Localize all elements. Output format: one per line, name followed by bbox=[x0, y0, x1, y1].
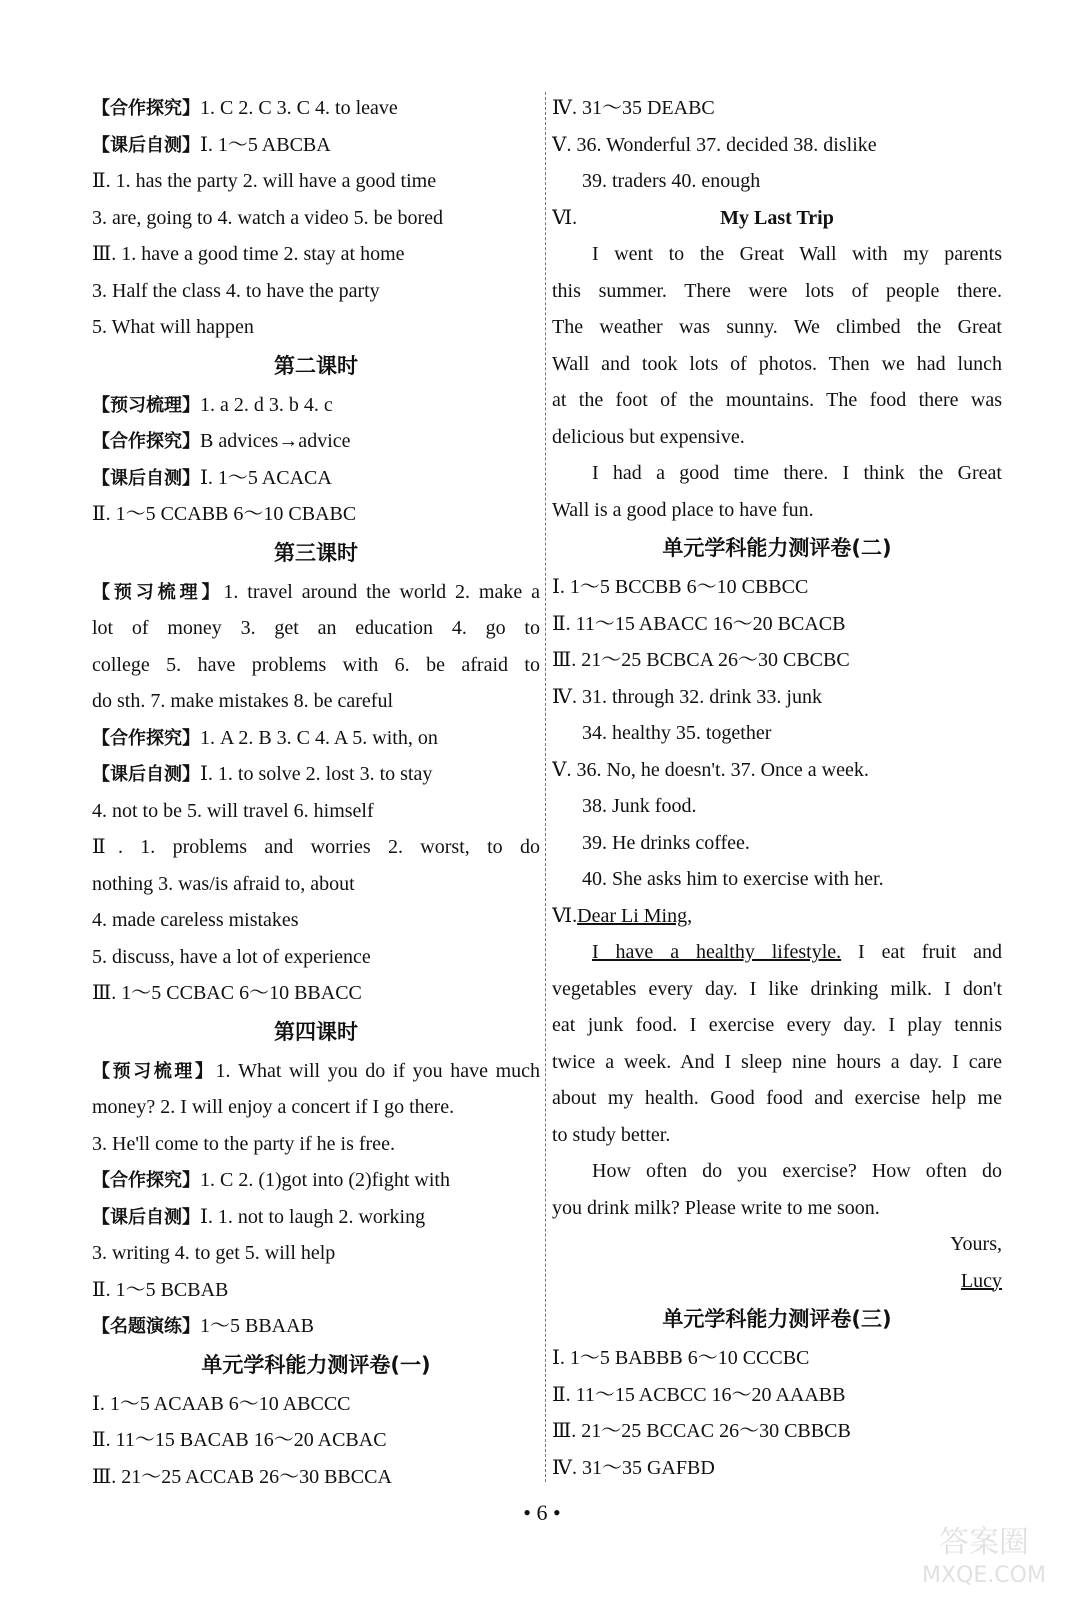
section-tag: 【名题演练】 bbox=[92, 1316, 200, 1337]
text-line bbox=[552, 606, 1002, 643]
line-text: Ⅰ. 1～5 BABBB 6～10 CCCBC bbox=[552, 1347, 810, 1369]
text-line bbox=[92, 90, 540, 127]
line-text: vegetables every day. I like drinking milk. I don't bbox=[552, 977, 1002, 1000]
essay-title: My Last Trip bbox=[720, 206, 834, 229]
line-text: 38. Junk food. bbox=[582, 795, 697, 817]
text-line bbox=[552, 492, 1002, 529]
line-text: 3. writing 4. to get 5. will help bbox=[92, 1242, 336, 1264]
line-text: Ⅱ. 11～15 ACBCC 16～20 AAABB bbox=[552, 1383, 846, 1406]
section-heading: 第四课时 bbox=[274, 1019, 358, 1044]
text-line bbox=[552, 898, 1002, 935]
line-text: college 5. have problems with 6. be afraid to bbox=[92, 653, 540, 676]
section-tag: 【预习梳理】 bbox=[92, 1060, 216, 1082]
line-text: 1. C 2. (1)got into (2)fight with bbox=[200, 1169, 450, 1191]
text-line bbox=[552, 1340, 1002, 1377]
text-line bbox=[92, 236, 540, 273]
line-text: Ⅰ. 1～5 ACAAB 6～10 ABCCC bbox=[92, 1392, 351, 1415]
text-line bbox=[92, 127, 540, 164]
text-line bbox=[552, 419, 1002, 456]
text-line bbox=[552, 752, 1002, 789]
underlined-text: I have a healthy lifestyle. bbox=[592, 941, 842, 963]
section-tag: 【合作探究】 bbox=[92, 1170, 200, 1191]
section-heading: 第三课时 bbox=[274, 540, 358, 565]
text-line bbox=[92, 574, 540, 611]
line-text: 5. discuss, have a lot of experience bbox=[92, 945, 371, 968]
section-tag: 【课后自测】 bbox=[92, 764, 200, 785]
text-line bbox=[92, 1272, 540, 1309]
line-text: Ⅰ. 1～5 ABCBA bbox=[200, 133, 331, 156]
text-line bbox=[92, 975, 540, 1012]
line-text: B advices→advice bbox=[200, 430, 351, 452]
line-text: Ⅱ. 11～15 BACAB 16～20 ACBAC bbox=[92, 1429, 387, 1451]
page-number: • 6 • bbox=[523, 1500, 561, 1525]
text-line bbox=[92, 1162, 540, 1199]
text-line bbox=[92, 200, 540, 237]
text-line bbox=[92, 793, 540, 830]
text-line bbox=[92, 460, 540, 497]
text-line bbox=[552, 163, 1002, 200]
line-text: 39. He drinks coffee. bbox=[582, 831, 750, 854]
text-line bbox=[92, 610, 540, 647]
line-text: 3. He'll come to the party if he is free. bbox=[92, 1132, 395, 1155]
line-text: The weather was sunny. We climbed the Great bbox=[552, 316, 1002, 338]
text-line bbox=[92, 756, 540, 793]
line-text: Ⅳ. 31～35 DEABC bbox=[552, 97, 715, 119]
line-text: 34. healthy 35. together bbox=[582, 722, 772, 744]
text-line bbox=[552, 1117, 1002, 1154]
line-text: you drink milk? Please write to me soon. bbox=[552, 1196, 880, 1219]
line-text: Wall and took lots of photos. Then we had lunch bbox=[552, 352, 1002, 375]
section-tag: 【合作探究】 bbox=[92, 431, 200, 452]
text-line bbox=[92, 939, 540, 976]
line-text: Yours, bbox=[950, 1233, 1002, 1255]
text-line bbox=[92, 423, 540, 460]
text-line bbox=[552, 825, 1002, 862]
line-text: Ⅰ. 1. to solve 2. lost 3. to stay bbox=[200, 763, 433, 785]
line-text: Ⅲ. 1～5 CCBAC 6～10 BBACC bbox=[92, 982, 362, 1004]
line-text: Ⅱ. 11～15 ABACC 16～20 BCACB bbox=[552, 612, 846, 635]
line-text: at the foot of the mountains. The food there was bbox=[552, 389, 1002, 411]
line-text: to study better. bbox=[552, 1123, 671, 1146]
line-text: I eat fruit and bbox=[841, 941, 1002, 963]
left-column bbox=[92, 90, 540, 1495]
text-line bbox=[552, 455, 1002, 492]
watermark-logo bbox=[904, 1520, 1064, 1590]
text-line bbox=[552, 1450, 1002, 1487]
line-text: eat junk food. I exercise every day. I play tennis bbox=[552, 1014, 1002, 1036]
item-prefix: Ⅵ. bbox=[552, 206, 578, 229]
text-line bbox=[92, 1199, 540, 1236]
line-text: do sth. 7. make mistakes 8. be careful bbox=[92, 690, 394, 712]
text-line bbox=[552, 1226, 1002, 1263]
right-column bbox=[552, 90, 1002, 1486]
text-line bbox=[92, 902, 540, 939]
text-line bbox=[92, 1126, 540, 1163]
line-text: Ⅳ. 31. through 32. drink 33. junk bbox=[552, 685, 822, 708]
text-line bbox=[552, 382, 1002, 419]
line-text: 40. She asks him to exercise with her. bbox=[582, 868, 884, 890]
text-line bbox=[92, 1089, 540, 1126]
line-text: I had a good time there. I think the Great bbox=[592, 462, 1002, 484]
line-text: Ⅳ. 31～35 GAFBD bbox=[552, 1456, 715, 1479]
line-text: twice a week. And I sleep nine hours a day. I care bbox=[552, 1050, 1002, 1073]
text-line bbox=[92, 309, 540, 346]
line-text: Ⅲ. 1. have a good time 2. stay at home bbox=[92, 243, 405, 265]
text-line bbox=[92, 1308, 540, 1345]
text-line bbox=[552, 273, 1002, 310]
line-text: 39. traders 40. enough bbox=[582, 170, 761, 192]
section-tag: 【合作探究】 bbox=[92, 98, 200, 119]
section-tag: 【课后自测】 bbox=[92, 467, 200, 489]
text-line bbox=[552, 642, 1002, 679]
text-line bbox=[552, 200, 1002, 237]
watermark-url: MXQE.COM bbox=[922, 1563, 1046, 1588]
line-text: delicious but expensive. bbox=[552, 425, 745, 448]
text-line bbox=[552, 679, 1002, 716]
section-heading: 单元学科能力测评卷(三) bbox=[662, 1307, 892, 1331]
text-line bbox=[92, 720, 540, 757]
line-text: Ⅲ. 21～25 ACCAB 26～30 BBCCA bbox=[92, 1465, 392, 1488]
line-text: 1. A 2. B 3. C 4. A 5. with, on bbox=[200, 726, 438, 749]
line-text: lot of money 3. get an education 4. go to bbox=[92, 617, 540, 639]
line-text: Ⅱ. 1. problems and worries 2. worst, to do bbox=[92, 836, 540, 858]
section-tag: 【课后自测】 bbox=[92, 1206, 200, 1228]
column-divider bbox=[545, 92, 546, 1482]
text-line bbox=[92, 1053, 540, 1090]
text-line bbox=[552, 1044, 1002, 1081]
text-line bbox=[552, 934, 1002, 971]
line-text: Dear Li Ming, bbox=[577, 904, 693, 927]
section-heading: 单元学科能力测评卷(二) bbox=[662, 536, 892, 560]
section-heading: 单元学科能力测评卷(一) bbox=[201, 1352, 431, 1377]
line-text: Ⅰ. 1. not to laugh 2. working bbox=[200, 1205, 426, 1228]
text-line bbox=[92, 829, 540, 866]
text-line bbox=[552, 1080, 1002, 1117]
line-text: Ⅴ. 36. No, he doesn't. 37. Once a week. bbox=[552, 758, 869, 781]
text-line bbox=[92, 273, 540, 310]
line-text: Ⅲ. 21～25 BCBCA 26～30 CBCBC bbox=[552, 649, 850, 671]
line-text: Lucy bbox=[960, 1269, 1002, 1292]
line-text: 4. not to be 5. will travel 6. himself bbox=[92, 799, 374, 822]
line-text: this summer. There were lots of people there. bbox=[552, 279, 1002, 302]
text-line bbox=[552, 1413, 1002, 1450]
item-prefix: Ⅵ. bbox=[552, 904, 578, 927]
line-text: 1. C 2. C 3. C 4. to leave bbox=[200, 97, 398, 119]
line-text: 1～5 BBAAB bbox=[200, 1315, 314, 1337]
line-text: Ⅱ. 1～5 CCABB 6～10 CBABC bbox=[92, 503, 357, 525]
text-line bbox=[92, 1459, 540, 1496]
line-text: 1. travel around the world 2. make a bbox=[223, 580, 540, 603]
text-line bbox=[92, 1386, 540, 1423]
text-line bbox=[552, 861, 1002, 898]
section-tag: 【预习梳理】 bbox=[92, 394, 200, 416]
text-line bbox=[552, 1263, 1002, 1300]
line-text: Wall is a good place to have fun. bbox=[552, 498, 814, 521]
line-text: Ⅴ. 36. Wonderful 37. decided 38. dislike bbox=[552, 133, 877, 156]
text-line bbox=[552, 346, 1002, 383]
line-text: about my health. Good food and exercise help me bbox=[552, 1087, 1002, 1109]
line-text: 3. Half the class 4. to have the party bbox=[92, 279, 380, 302]
line-text: 1. a 2. d 3. b 4. c bbox=[200, 393, 333, 416]
text-line bbox=[92, 496, 540, 533]
section-tag: 【课后自测】 bbox=[92, 134, 200, 156]
text-line bbox=[92, 163, 540, 200]
section-heading: 第二课时 bbox=[274, 353, 358, 378]
text-line bbox=[552, 90, 1002, 127]
line-text: Ⅱ. 1～5 BCBAB bbox=[92, 1278, 229, 1301]
line-text: 4. made careless mistakes bbox=[92, 909, 299, 931]
text-line bbox=[552, 127, 1002, 164]
text-line bbox=[92, 1235, 540, 1272]
text-line bbox=[552, 236, 1002, 273]
watermark-text: 答案圈 bbox=[939, 1525, 1029, 1560]
text-line bbox=[92, 1422, 540, 1459]
line-text: nothing 3. was/is afraid to, about bbox=[92, 872, 355, 895]
line-text: Ⅰ. 1～5 BCCBB 6～10 CBBCC bbox=[552, 576, 809, 598]
text-line bbox=[552, 1190, 1002, 1227]
line-text: 3. are, going to 4. watch a video 5. be bored bbox=[92, 206, 444, 229]
line-text: I went to the Great Wall with my parents bbox=[592, 243, 1002, 265]
line-text: Ⅰ. 1～5 ACACA bbox=[200, 466, 332, 489]
text-line bbox=[92, 866, 540, 903]
line-text: Ⅲ. 21～25 BCCAC 26～30 CBBCB bbox=[552, 1420, 851, 1442]
text-line bbox=[552, 569, 1002, 606]
text-line bbox=[552, 1153, 1002, 1190]
text-line bbox=[92, 683, 540, 720]
line-text: 5. What will happen bbox=[92, 316, 254, 338]
text-line bbox=[552, 715, 1002, 752]
text-line bbox=[552, 788, 1002, 825]
text-line bbox=[552, 971, 1002, 1008]
line-text: How often do you exercise? How often do bbox=[592, 1160, 1002, 1182]
text-line bbox=[552, 309, 1002, 346]
text-line bbox=[92, 647, 540, 684]
line-text: Ⅱ. 1. has the party 2. will have a good time bbox=[92, 170, 437, 192]
section-tag: 【预习梳理】 bbox=[92, 581, 224, 603]
line-text: money? 2. I will enjoy a concert if I go there. bbox=[92, 1096, 455, 1118]
text-line bbox=[92, 387, 540, 424]
text-line bbox=[552, 1377, 1002, 1414]
text-line bbox=[552, 1007, 1002, 1044]
line-text: 1. What will you do if you have much bbox=[215, 1059, 540, 1082]
section-tag: 【合作探究】 bbox=[92, 727, 200, 749]
